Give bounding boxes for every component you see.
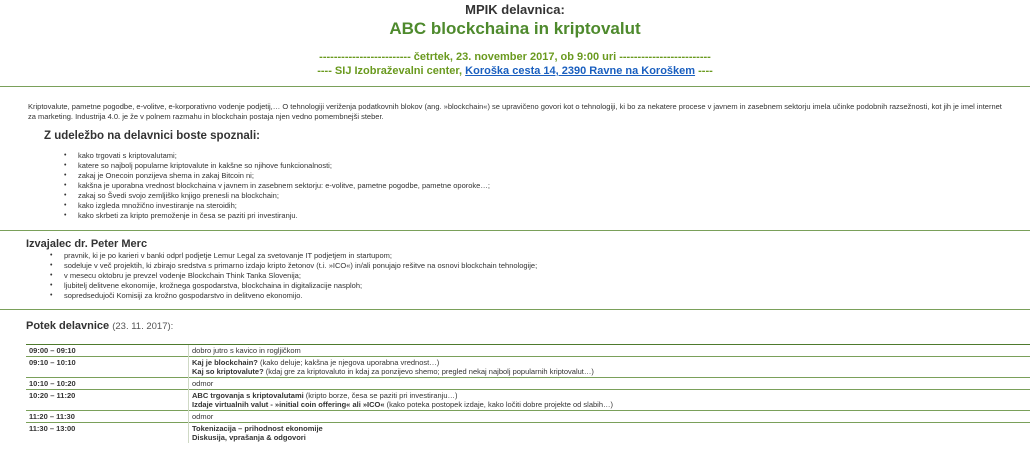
program-title: Potek delavnice (26, 320, 110, 332)
list-item-text: pravnik, ki je po karieri v banki odprl podjetje Lemur Legal za svetovanje IT podjetjem in startupom; (64, 251, 392, 260)
schedule-time: 09:00 – 09:10 (26, 345, 189, 357)
list-item (64, 211, 1030, 221)
bullet-icon: • (50, 292, 53, 299)
schedule-description (189, 378, 1030, 390)
schedule-line (192, 400, 1027, 409)
bullet-icon: • (50, 272, 53, 279)
event-venue (0, 64, 1030, 78)
intro-paragraph: Kriptovalute, pametne pogodbe, e-volitve, e-korporativno vodenje podjetij,… O tehnologiji veriženja podatkovnih blokov (ang. »blockchain«) se upravičeno govori kot o tehnologiji, ki bo za nekatere procese v javnem in zasebnem sektorju imela učinke podobnih razsežnosti, kot jih je imel internet za marketing. Industrija 4.0. je že v polnem razmahu in blockchain postaja njen vedno pomembnejši steber. (28, 102, 1002, 121)
schedule-note: odmor (192, 379, 214, 388)
bullet-icon: • (64, 192, 67, 199)
list-item-text: v mesecu oktobru je prevzel vodenje Blockchain Think Tanka Slovenija; (64, 271, 301, 280)
schedule-topic: Tokenizacija – prihodnost ekonomije (192, 424, 323, 433)
schedule-row (26, 423, 1030, 444)
venue-name: ---- SIJ Izobraževalni center, (317, 65, 466, 77)
list-item-text: katere so najbolj popularne kriptovalute in kakšne so njihove funkcionalnosti; (78, 161, 332, 170)
list-item (64, 201, 1030, 211)
list-item-text: kako trgovati s kriptovalutami; (78, 151, 177, 160)
venue-suffix: ---- (695, 65, 713, 77)
schedule-time: 10:20 – 11:20 (26, 390, 189, 411)
list-item (50, 271, 1030, 281)
event-header (0, 0, 1030, 78)
schedule-note: (kako poteka postopek izdaje, kako ločiti dobre projekte od slabih…) (384, 400, 614, 409)
schedule-line (192, 379, 1027, 388)
list-item-text: sodeluje v več projektih, ki zbirajo sredstva s primarno izdajo kripto žetonov (t.i. »ICO«) in/ali ponujajo rešitve na osnovi blockchain tehnologije; (64, 261, 538, 270)
bullet-icon: • (50, 262, 53, 269)
list-item (64, 151, 1030, 161)
schedule-line (192, 346, 1027, 355)
schedule-note: odmor (192, 412, 214, 421)
schedule-topic: ABC trgovanja s kriptovalutami (192, 391, 304, 400)
list-item-text: kakšna je uporabna vrednost blockchaina v javnem in zasebnem sektorju: e-volitve, pametne pogodbe, pametne oporoke…; (78, 181, 490, 190)
schedule-row (26, 390, 1030, 411)
schedule-note: (kdaj gre za kriptovaluto in kdaj za ponzijevo shemo; pregled nekaj najbolj popularnih kriptovalut…) (263, 367, 594, 376)
schedule-note: (kako deluje; kakšna je njegova uporabna vrednost…) (257, 358, 440, 367)
list-item (64, 191, 1030, 201)
list-item-text: zakaj so Švedi svojo zemljiško knjigo prenesli na blockchain; (78, 191, 279, 200)
list-item (50, 251, 1030, 261)
list-item (64, 161, 1030, 171)
lecturer-heading: Izvajalec dr. Peter Merc (26, 238, 148, 250)
schedule-description (189, 357, 1030, 378)
schedule-topic: Kaj so kriptovalute? (192, 367, 264, 376)
program-date: (23. 11. 2017): (112, 321, 174, 332)
bullet-icon: • (64, 212, 67, 219)
bullet-icon: • (64, 162, 67, 169)
schedule-table (26, 344, 1030, 443)
bullet-icon: • (64, 202, 67, 209)
bullet-icon: • (64, 152, 67, 159)
schedule-description (189, 411, 1030, 423)
schedule-time: 10:10 – 10:20 (26, 378, 189, 390)
list-item (50, 281, 1030, 291)
schedule-row (26, 411, 1030, 423)
schedule-description (189, 423, 1030, 444)
schedule-line (192, 391, 1027, 400)
bullet-icon: • (50, 282, 53, 289)
event-title: ABC blockchaina in kriptovalut (389, 19, 641, 38)
schedule-line (192, 367, 1027, 376)
list-item-text: sopredsedujoči Komisiji za krožno gospodarstvo in delitveno ekonomijo. (64, 291, 303, 300)
learn-list (64, 151, 1030, 221)
list-item (50, 261, 1030, 271)
bullet-icon: • (64, 182, 67, 189)
schedule-note: dobro jutro s kavico in rogljičkom (192, 346, 301, 355)
schedule-topic: Kaj je blockchain? (192, 358, 258, 367)
list-item (50, 291, 1030, 301)
list-item (64, 181, 1030, 191)
bullet-icon: • (64, 172, 67, 179)
list-item-text: zakaj je Onecoin ponzijeva shema in zakaj Bitcoin ni; (78, 171, 254, 180)
list-item-text: ljubitelj delitvene ekonomije, krožnega gospodarstva, blockchaina in digitalizacije nasploh; (64, 281, 363, 290)
bullet-icon: • (50, 252, 53, 259)
schedule-description (189, 390, 1030, 411)
schedule-row (26, 357, 1030, 378)
schedule-note: (kripto borze, česa se paziti pri investiranju…) (303, 391, 458, 400)
schedule-line (192, 433, 1027, 442)
list-item-text: kako izgleda množično investiranje na steroidih; (78, 201, 237, 210)
schedule-row (26, 345, 1030, 357)
divider (0, 309, 1030, 310)
event-label: MPIK delavnica: (465, 2, 565, 17)
program-heading (26, 319, 1030, 334)
schedule-description (189, 345, 1030, 357)
list-item-text: kako skrbeti za kripto premoženje in česa se paziti pri investiranju. (78, 211, 298, 220)
venue-address-link[interactable]: Koroška cesta 14, 2390 Ravne na Koroškem (465, 65, 696, 77)
schedule-row (26, 378, 1030, 390)
lecturer-list (50, 251, 1030, 301)
list-item (64, 171, 1030, 181)
event-date: ------------------------- četrtek, 23. november 2017, ob 9:00 uri ------------------------- (319, 51, 711, 63)
schedule-time: 09:10 – 10:10 (26, 357, 189, 378)
learn-heading: Z udeležbo na delavnici boste spoznali: (44, 130, 260, 142)
schedule-line (192, 424, 1027, 433)
schedule-time: 11:30 – 13:00 (26, 423, 189, 444)
schedule-topic: Izdaje virtualnih valut - »initial coin offering« ali »ICO« (192, 400, 385, 409)
schedule-line (192, 412, 1027, 421)
schedule-time: 11:20 – 11:30 (26, 411, 189, 423)
schedule-line (192, 358, 1027, 367)
divider (0, 230, 1030, 231)
schedule-topic: Diskusija, vprašanja & odgovori (192, 433, 306, 442)
